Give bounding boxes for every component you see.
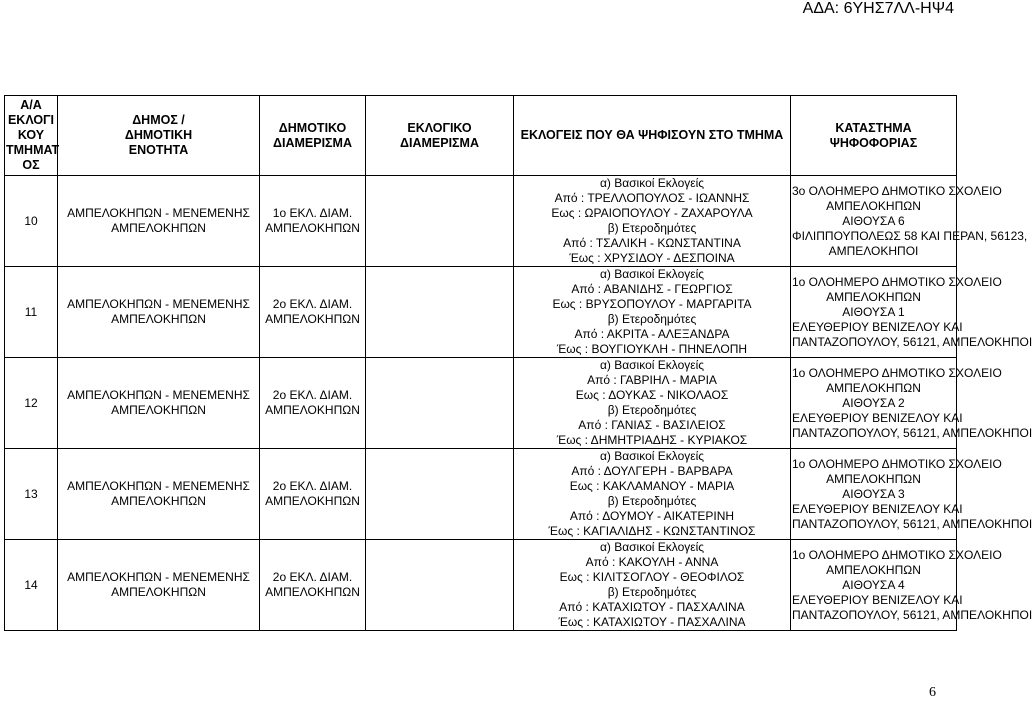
cell-line: Από : ΤΡΕΛΛΟΠΟΥΛΟΣ - ΙΩΑΝΝΗΣ (554, 191, 750, 205)
cell-line: ΕΛΕΥΘΕΡΙΟΥ ΒΕΝΙΖΕΛΟΥ ΚΑΙ (792, 410, 963, 425)
cell-line: 2ο ΕΚΛ. ΔΙΑΜ. (272, 570, 353, 584)
cell-line: ΑΜΠΕΛΟΚΗΠΩΝ (826, 380, 921, 395)
cell-line: Εως : ΚΑΚΛΑΜΑΝΟΥ - ΜΑΡΙΑ (569, 479, 735, 493)
cell-line: ΑΜΠΕΛΟΚΗΠΩΝ (826, 289, 921, 304)
cell-line: Από : ΔΟΥΜΟΥ - ΑΙΚΑΤΕΡΙΝΗ (569, 509, 735, 523)
cell-diamerisma (58, 449, 260, 540)
cell-eklogeis (514, 540, 791, 631)
cell-empty (366, 540, 514, 631)
cell-line: ΑΜΠΕΛΟΚΗΠΩΝ (111, 312, 206, 326)
cell-line: ΕΛΕΥΘΕΡΙΟΥ ΒΕΝΙΖΕΛΟΥ ΚΑΙ (792, 592, 963, 607)
cell-line: Έως : ΔΗΜΗΤΡΙΑΔΗΣ - ΚΥΡΙΑΚΟΣ (556, 433, 748, 447)
header-eklogeis: ΕΚΛΟΓΕΙΣ ΠΟΥ ΘΑ ΨΗΦΙΣΟΥΝ ΣΤΟ ΤΜΗΜΑ (514, 96, 791, 176)
cell-line: ΑΜΠΕΛΟΚΗΠΩΝ (265, 221, 360, 235)
cell-line: ΑΙΘΟΥΣΑ 6 (842, 213, 905, 228)
header-dimos-line: ΔΗΜΟΣ / (132, 113, 185, 127)
header-aa-line: ΟΣ (22, 158, 40, 172)
cell-line: Από : ΚΑΚΟΥΛΗ - ΑΝΝΑ (585, 555, 719, 569)
cell-line: ΑΜΠΕΛΟΚΗΠΟΙ (828, 243, 919, 258)
cell-line: ΑΜΠΕΛΟΚΗΠΩΝ - ΜΕΝΕΜΕΝΗΣ (67, 297, 250, 311)
header-katastima: ΚΑΤΑΣΤΗΜΑ ΨΗΦΟΦΟΡΙΑΣ (791, 96, 957, 176)
header-dimos-line: ΕΝΟΤΗΤΑ (128, 143, 189, 157)
cell-line: Από : ΤΣΑΛΙΚΗ - ΚΩΝΣΤΑΝΤΙΝΑ (563, 236, 741, 250)
cell-line: ΑΙΘΟΥΣΑ 2 (842, 395, 905, 410)
cell-line: 3ο ΟΛΟΗΜΕΡΟ ΔΗΜΟΤΙΚΟ ΣΧΟΛΕΙΟ (792, 183, 1002, 198)
cell-line: Έως : ΒΟΥΓΙΟΥΚΛΗ - ΠΗΝΕΛΟΠΗ (556, 342, 748, 356)
cell-empty (366, 449, 514, 540)
cell-line: ΑΜΠΕΛΟΚΗΠΩΝ (111, 403, 206, 417)
cell-line: Έως : ΚΑΓΙΑΛΙΔΗΣ - ΚΩΝΣΤΑΝΤΙΝΟΣ (548, 524, 756, 538)
cell-eklogeis (514, 358, 791, 449)
cell-line: α) Βασικοί Εκλογείς (599, 540, 705, 554)
cell-line: ΑΜΠΕΛΟΚΗΠΩΝ (265, 585, 360, 599)
cell-line: β) Ετεροδημότες (607, 403, 697, 417)
header-dimos (58, 96, 260, 176)
cell-aa: 11 (5, 267, 58, 358)
cell-eklogeis (514, 449, 791, 540)
header-ekl-diamerisma: ΕΚΛΟΓΙΚΟ ΔΙΑΜΕΡΙΣΜΑ (366, 96, 514, 176)
cell-aa: 12 (5, 358, 58, 449)
cell-line: ΕΛΕΥΘΕΡΙΟΥ ΒΕΝΙΖΕΛΟΥ ΚΑΙ (792, 319, 963, 334)
cell-line: ΑΜΠΕΛΟΚΗΠΩΝ (111, 585, 206, 599)
cell-empty (366, 358, 514, 449)
header-aa (5, 96, 58, 176)
cell-line: Από : ΑΚΡΙΤΑ - ΑΛΕΞΑΝΔΡΑ (574, 327, 730, 341)
table-row (5, 540, 957, 631)
cell-ekl-diamerisma (260, 540, 366, 631)
header-dimos-line: ΔΗΜΟΤΙΚΗ (124, 128, 193, 142)
cell-line: ΑΜΠΕΛΟΚΗΠΩΝ (826, 471, 921, 486)
cell-aa: 13 (5, 449, 58, 540)
cell-line: ΠΑΝΤΑΖΟΠΟΥΛΟΥ, 56121, ΑΜΠΕΛΟΚΗΠΟΙ (792, 516, 1032, 531)
cell-katastima (791, 449, 1032, 540)
header-diamerisma-line: ΔΗΜΟΤΙΚΟ (278, 120, 347, 135)
cell-line: α) Βασικοί Εκλογείς (599, 358, 705, 372)
table-header-row (5, 96, 957, 176)
cell-line: 1ο ΟΛΟΗΜΕΡΟ ΔΗΜΟΤΙΚΟ ΣΧΟΛΕΙΟ (792, 365, 1002, 380)
cell-line: α) Βασικοί Εκλογείς (599, 449, 705, 463)
cell-line: ΑΜΠΕΛΟΚΗΠΩΝ - ΜΕΝΕΜΕΝΗΣ (67, 206, 250, 220)
header-aa-line: ΤΜΗΜΑΤ (6, 143, 60, 157)
header-aa-line: ΚΟΥ (17, 128, 45, 142)
cell-eklogeis (514, 267, 791, 358)
header-diamerisma (260, 96, 366, 176)
cell-line: β) Ετεροδημότες (607, 494, 697, 508)
cell-line: ΑΜΠΕΛΟΚΗΠΩΝ (111, 494, 206, 508)
cell-ekl-diamerisma (260, 449, 366, 540)
cell-katastima (791, 358, 1032, 449)
cell-line: 2ο ΕΚΛ. ΔΙΑΜ. (272, 479, 353, 493)
cell-line: α) Βασικοί Εκλογείς (599, 267, 705, 281)
page-number: 6 (929, 685, 936, 700)
cell-line: 2ο ΕΚΛ. ΔΙΑΜ. (272, 388, 353, 402)
cell-diamerisma (58, 267, 260, 358)
cell-empty (366, 176, 514, 267)
cell-ekl-diamerisma (260, 358, 366, 449)
cell-line: Έως : ΚΑΤΑΧΙΩΤΟΥ - ΠΑΣΧΑΛΙΝΑ (558, 615, 746, 629)
cell-line: 1ο ΟΛΟΗΜΕΡΟ ΔΗΜΟΤΙΚΟ ΣΧΟΛΕΙΟ (792, 274, 1002, 289)
cell-line: ΑΜΠΕΛΟΚΗΠΩΝ (265, 494, 360, 508)
cell-line: ΕΛΕΥΘΕΡΙΟΥ ΒΕΝΙΖΕΛΟΥ ΚΑΙ (792, 501, 963, 516)
cell-line: ΑΜΠΕΛΟΚΗΠΩΝ (265, 312, 360, 326)
cell-line: ΦΙΛΙΠΠΟΥΠΟΛΕΩΣ 58 ΚΑΙ ΠΕΡΑΝ, 56123, (792, 228, 1028, 243)
cell-line: ΑΙΘΟΥΣΑ 4 (842, 577, 905, 592)
cell-ekl-diamerisma (260, 176, 366, 267)
cell-line: β) Ετεροδημότες (607, 221, 697, 235)
ada-reference: ΑΔΑ: 6ΥΗΣ7ΛΛ-ΗΨ4 (802, 0, 954, 17)
cell-line: 1ο ΕΚΛ. ΔΙΑΜ. (272, 206, 353, 220)
cell-diamerisma (58, 358, 260, 449)
cell-aa: 14 (5, 540, 58, 631)
table-row (5, 449, 957, 540)
cell-line: β) Ετεροδημότες (607, 585, 697, 599)
cell-line: 2ο ΕΚΛ. ΔΙΑΜ. (272, 297, 353, 311)
cell-line: 1ο ΟΛΟΗΜΕΡΟ ΔΗΜΟΤΙΚΟ ΣΧΟΛΕΙΟ (792, 456, 1002, 471)
cell-line: ΑΜΠΕΛΟΚΗΠΩΝ - ΜΕΝΕΜΕΝΗΣ (67, 570, 250, 584)
cell-line: ΠΑΝΤΑΖΟΠΟΥΛΟΥ, 56121, ΑΜΠΕΛΟΚΗΠΟΙ (792, 607, 1032, 622)
polling-stations-table (4, 95, 1032, 631)
header-aa-line: ΕΚΛΟΓΙ (7, 113, 55, 127)
cell-line: Εως : ΔΟΥΚΑΣ - ΝΙΚΟΛΑΟΣ (575, 388, 729, 402)
cell-line: Από : ΑΒΑΝΙΔΗΣ - ΓΕΩΡΓΙΟΣ (571, 282, 733, 296)
cell-line: ΑΜΠΕΛΟΚΗΠΩΝ - ΜΕΝΕΜΕΝΗΣ (67, 388, 250, 402)
cell-line: 1ο ΟΛΟΗΜΕΡΟ ΔΗΜΟΤΙΚΟ ΣΧΟΛΕΙΟ (792, 547, 1002, 562)
cell-line: Εως : ΚΙΛΙΤΣΟΓΛΟΥ - ΘΕΟΦΙΛΟΣ (559, 570, 745, 584)
header-aa-line: Α/Α (20, 98, 42, 112)
cell-line: ΑΜΠΕΛΟΚΗΠΩΝ - ΜΕΝΕΜΕΝΗΣ (67, 479, 250, 493)
cell-aa: 10 (5, 176, 58, 267)
cell-line: Από : ΔΟΥΛΓΕΡΗ - ΒΑΡΒΑΡΑ (571, 464, 733, 478)
table-row (5, 176, 957, 267)
cell-ekl-diamerisma (260, 267, 366, 358)
cell-eklogeis (514, 176, 791, 267)
cell-line: Εως : ΒΡΥΣΟΠΟΥΛΟΥ - ΜΑΡΓΑΡΙΤΑ (552, 297, 752, 311)
cell-line: ΠΑΝΤΑΖΟΠΟΥΛΟΥ, 56121, ΑΜΠΕΛΟΚΗΠΟΙ (792, 334, 1032, 349)
table-row (5, 358, 957, 449)
cell-line: Έως : ΧΡΥΣΙΔΟΥ - ΔΕΣΠΟΙΝΑ (569, 251, 735, 265)
cell-line: ΑΙΘΟΥΣΑ 1 (842, 304, 905, 319)
header-diamerisma-line: ΔΙΑΜΕΡΙΣΜΑ (273, 135, 352, 150)
cell-line: α) Βασικοί Εκλογείς (599, 176, 705, 190)
cell-diamerisma (58, 540, 260, 631)
cell-empty (366, 267, 514, 358)
cell-katastima (791, 267, 1032, 358)
cell-line: ΑΜΠΕΛΟΚΗΠΩΝ (826, 562, 921, 577)
cell-line: ΑΜΠΕΛΟΚΗΠΩΝ (265, 403, 360, 417)
cell-line: ΑΜΠΕΛΟΚΗΠΩΝ (826, 198, 921, 213)
cell-line: Από : ΚΑΤΑΧΙΩΤΟΥ - ΠΑΣΧΑΛΙΝΑ (559, 600, 745, 614)
cell-line: Από : ΓΑΒΡΙΗΛ - ΜΑΡΙΑ (587, 373, 717, 387)
cell-line: Εως : ΩΡΑΙΟΠΟΥΛΟΥ - ΖΑΧΑΡΟΥΛΑ (551, 206, 753, 220)
cell-line: ΑΙΘΟΥΣΑ 3 (842, 486, 905, 501)
cell-diamerisma (58, 176, 260, 267)
cell-line: β) Ετεροδημότες (607, 312, 697, 326)
cell-line: ΠΑΝΤΑΖΟΠΟΥΛΟΥ, 56121, ΑΜΠΕΛΟΚΗΠΟΙ (792, 425, 1032, 440)
cell-katastima (791, 176, 1028, 267)
cell-line: Από : ΓΑΝΙΑΣ - ΒΑΣΙΛΕΙΟΣ (578, 418, 726, 432)
cell-katastima (791, 540, 1032, 631)
table-row (5, 267, 957, 358)
cell-line: ΑΜΠΕΛΟΚΗΠΩΝ (111, 221, 206, 235)
